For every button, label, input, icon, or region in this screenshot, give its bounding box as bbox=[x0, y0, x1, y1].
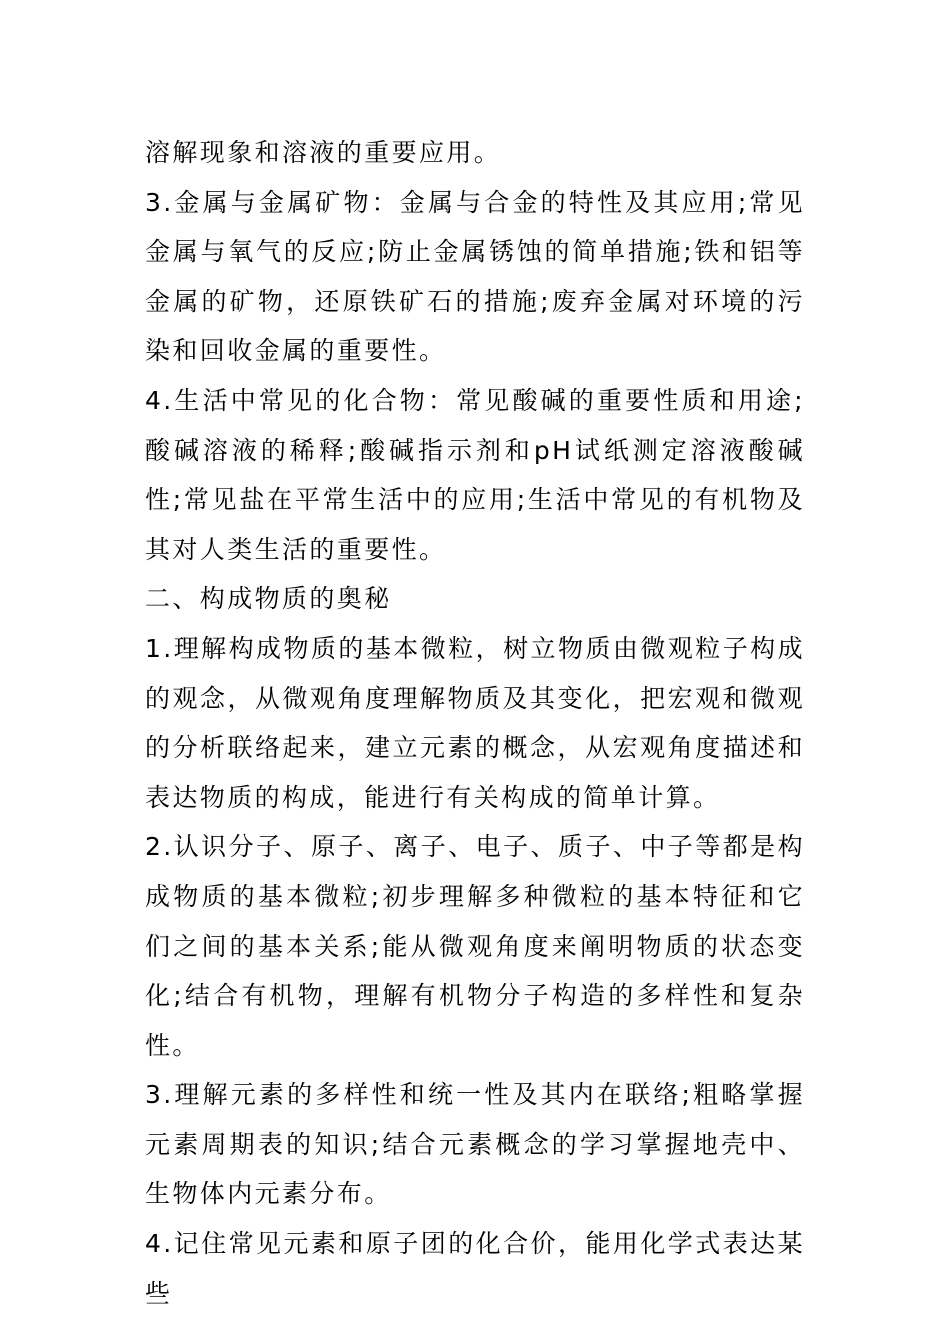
paragraph-valence: 4.记住常见元素和原子团的化合价，能用化学式表达某些 bbox=[145, 1229, 805, 1308]
paragraph-solution-applications: 溶解现象和溶液的重要应用。 bbox=[145, 138, 502, 167]
paragraph-molecules-atoms-ions: 2.认识分子、原子、离子、电子、质子、中子等都是构成物质的基本微粒;初步理解多种微粒的基本特征和它们之间的基本关系;能从微观角度来阐明物质的状态变化;结合有机物，理解有机物分子构造的多样性和复杂性。 bbox=[145, 832, 805, 1060]
paragraph-element-diversity: 3.理解元素的多样性和统一性及其内在联络;粗略掌握元素周期表的知识;结合元素概念的学习掌握地壳中、生物体内元素分布。 bbox=[145, 1080, 805, 1209]
paragraph-common-compounds: 4.生活中常见的化合物：常见酸碱的重要性质和用途;酸碱溶液的稀释;酸碱指示剂和pH试纸测定溶液酸碱性;常见盐在平常生活中的应用;生活中常见的有机物及其对人类生活的重要性。 bbox=[145, 385, 805, 564]
section-heading-matter-composition: 二、构成物质的奥秘 bbox=[145, 584, 392, 614]
paragraph-basic-particles: 1.理解构成物质的基本微粒，树立物质由微观粒子构成的观念，从微观角度理解物质及其变化，把宏观和微观的分析联络起来，建立元素的概念，从宏观角度描述和表达物质的构成，能进行有关构成的简单计算。 bbox=[145, 633, 805, 812]
document-body bbox=[145, 128, 805, 1318]
paragraph-metals-and-minerals: 3.金属与金属矿物：金属与合金的特性及其应用;常见金属与氧气的反应;防止金属锈蚀的简单措施;铁和铝等金属的矿物，还原铁矿石的措施;废弃金属对环境的污染和回收金属的重要性。 bbox=[145, 187, 805, 366]
